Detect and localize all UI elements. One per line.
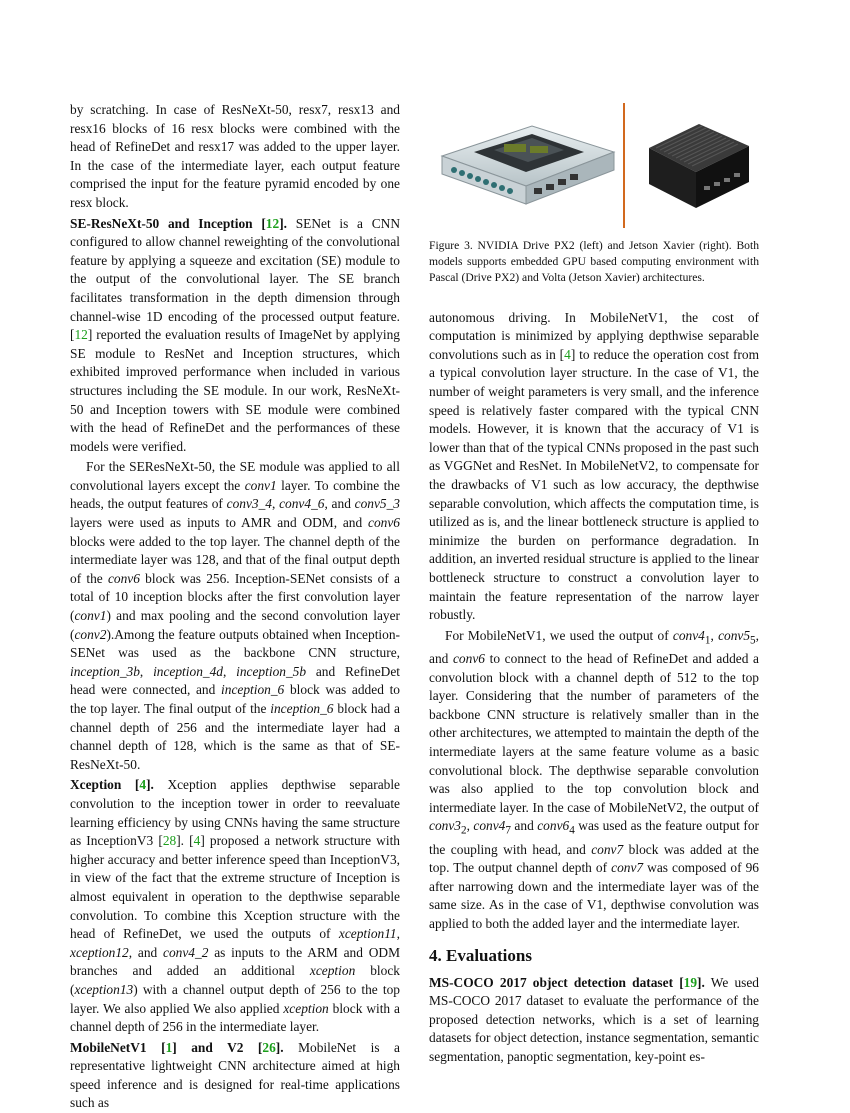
figure-3-caption: Figure 3. NVIDIA Drive PX2 (left) and Jetson Xavier (right). Both models supports embedded GPU based computing environment with Pascal (Drive PX2) and Volta (Jetson Xavier) architectures.: [429, 239, 759, 285]
citation-link[interactable]: 12: [265, 215, 280, 231]
citation-link[interactable]: 12: [74, 327, 88, 343]
paragraph-xception: Xception [4]. Xception applies depthwise separable convolution to the inception tower in order to reevaluate learning efficiency by using CNNs having the same structure as InceptionV3 [28]. [4] proposed a network structure with higher accuracy and better inference speed than InceptionV3, in view of the fact that the extreme structure of Inception is almost equivalent in operation to the depthwise separable convolution. To combine this Xception structure with the head of RefineDet, we used the outputs of xception11, xception12, and conv4_2 as inputs to the ARM and ODM branches and added an additional xception block (xception13) with a channel output depth of 256 to the top layer. We also applied We also applied xception block with a channel depth of 256 in the intermediate layer.: [70, 777, 400, 1035]
right-column: [429, 101, 759, 1067]
left-column: [70, 101, 400, 1113]
paragraph-coco: MS-COCO 2017 object detection dataset [19]. We used MS-COCO 2017 dataset to evaluate the performance of the proposed detection networks, which is a set of learning datasets for object detection, instance segmentation, semantic segmentation, panoptic segmentation, key-point es-: [429, 974, 759, 1064]
citation-link[interactable]: 4: [564, 346, 571, 362]
paragraph-mobilenet: MobileNetV1 [1] and V2 [26]. MobileNet is a representative lightweight CNN architecture aimed at high speed inference and is designed for real-time applications such as: [70, 1039, 400, 1111]
citation-link[interactable]: 19: [683, 974, 698, 990]
drive-px2-image: [434, 104, 619, 222]
citation-link[interactable]: 28: [162, 833, 177, 849]
heading-mobilenet: MobileNetV1 [1] and V2 [26].: [70, 1039, 284, 1055]
paragraph-mobilenet-cont: autonomous driving. In MobileNetV1, the cost of computation is minimized by applying depthwise separable convolutions such as in [4] to reduce the operation cost from a typical convolution layer structure. In the case of V1, the number of weight parameters is very small, and the inference speed is relatively faster compared with the typical CNN models. However, it is known that the accuracy of V1 is lower than that of the typical CNNs proposed in the past such as VGGNet and ResNet. In MobileNetV2, to compensate for the drawbacks of V1 such as low accuracy, the depthwise separable convolution, which affects the computation time, is utilized as is, and the linear bottleneck structure is applied to minimize the burden on performance degradation. In addition, an inverted residual structure is applied to the linear bottleneck structure to construct a convolution layer to maintain the feature representation of the narrow layer robustly.: [429, 309, 759, 623]
paragraph-mobilenet-details: For MobileNetV1, we used the output of $conv4_1$, $conv5_5$, and conv6 to connect to the head of RefineDet and added a convolution block with a channel depth of 512 to the top layer. Considering that the number of parameters of the backbone CNN structure is relatively smaller than in the other architectures, we attempted to maintain the depth of the intermediate layers at the same feature volume as a basic convolutional block. The depthwise separable convolution was also applied to the top convolution block and intermediate layer. In the case of MobileNetV2, the output of $conv3_2$, $conv4_7$ and $conv6_4$ was used as the feature output for the coupling with head, and conv7 block was added at the top. The output channel depth of conv7 was composed of 96 after narrowing down and the intermediate layer was of the same size. As in the case of V1, depthwise convolution was applied to both the added layer and the intermediate layer.: [429, 627, 759, 931]
paragraph-se-details: For the SEResNeXt-50, the SE module was applied to all convolutional layers except the conv1 layer. To combine the heads, the output features of conv3_4, conv4_6, and conv5_3 layers were used as inputs to AMR and ODM, and conv6 blocks were added to the top layer. The channel depth of the intermediate layer was 128, and that of the final output depth of the conv6 block was 256. Inception-SENet consists of a total of 10 inception blocks after the first convolution layer (conv1) and max pooling and the second convolution layer (conv2).Among the feature outputs obtained when Inception-SENet was used as the backbone CNN structure, inception_3b, inception_4d, inception_5b and RefineDet head were connected, and inception_6 block was added to the top layer. The final output of the inception_6 block had a channel depth of 256 and the intermediate layer had a channel depth of 128, which is the same as that of SE-ResNeXt-50.: [70, 459, 401, 772]
jetson-xavier-image: [634, 106, 759, 224]
paragraph-se-resnext: SE-ResNeXt-50 and Inception [12]. SENet is a CNN configured to allow channel reweighting of the convolutional feature by applying a squeeze and excitation (SE) module to the output of the convolutional layer. The SE branch facilitates transformation in the depth dimension through channel-wise 1D encoding of the processed output feature. [12] reported the evaluation results of ImageNet by applying SE module to ResNet and Inception structures, which exhibited improved performance when included in various structures including the SE module. In our work, ResNeXt-50 and Inception towers with SE module were combined with the head of RefineDet and the performances of these models were verified.: [70, 215, 400, 454]
section-title: 4. Evaluations: [429, 945, 532, 965]
citation-link[interactable]: 26: [262, 1039, 276, 1055]
heading-xception: Xception [4].: [70, 777, 154, 793]
paragraph-resnext: by scratching. In case of ResNeXt-50, resx7, resx13 and resx16 blocks of 16 resx blocks were combined with the head of RefineDet and resx17 was added to the upper layer. In the case of the intermediate layer, each output feature comprised the input for the feature pyramid encoded by one resx block.: [70, 102, 400, 210]
figure-divider: [623, 103, 625, 228]
citation-link[interactable]: 4: [193, 833, 201, 849]
citation-link[interactable]: 1: [165, 1039, 173, 1055]
figure-3: [429, 101, 759, 232]
heading-se-resnext: SE-ResNeXt-50 and Inception [12].: [70, 215, 287, 231]
heading-coco: MS-COCO 2017 object detection dataset [19].: [429, 974, 705, 990]
citation-link[interactable]: 4: [139, 777, 147, 793]
